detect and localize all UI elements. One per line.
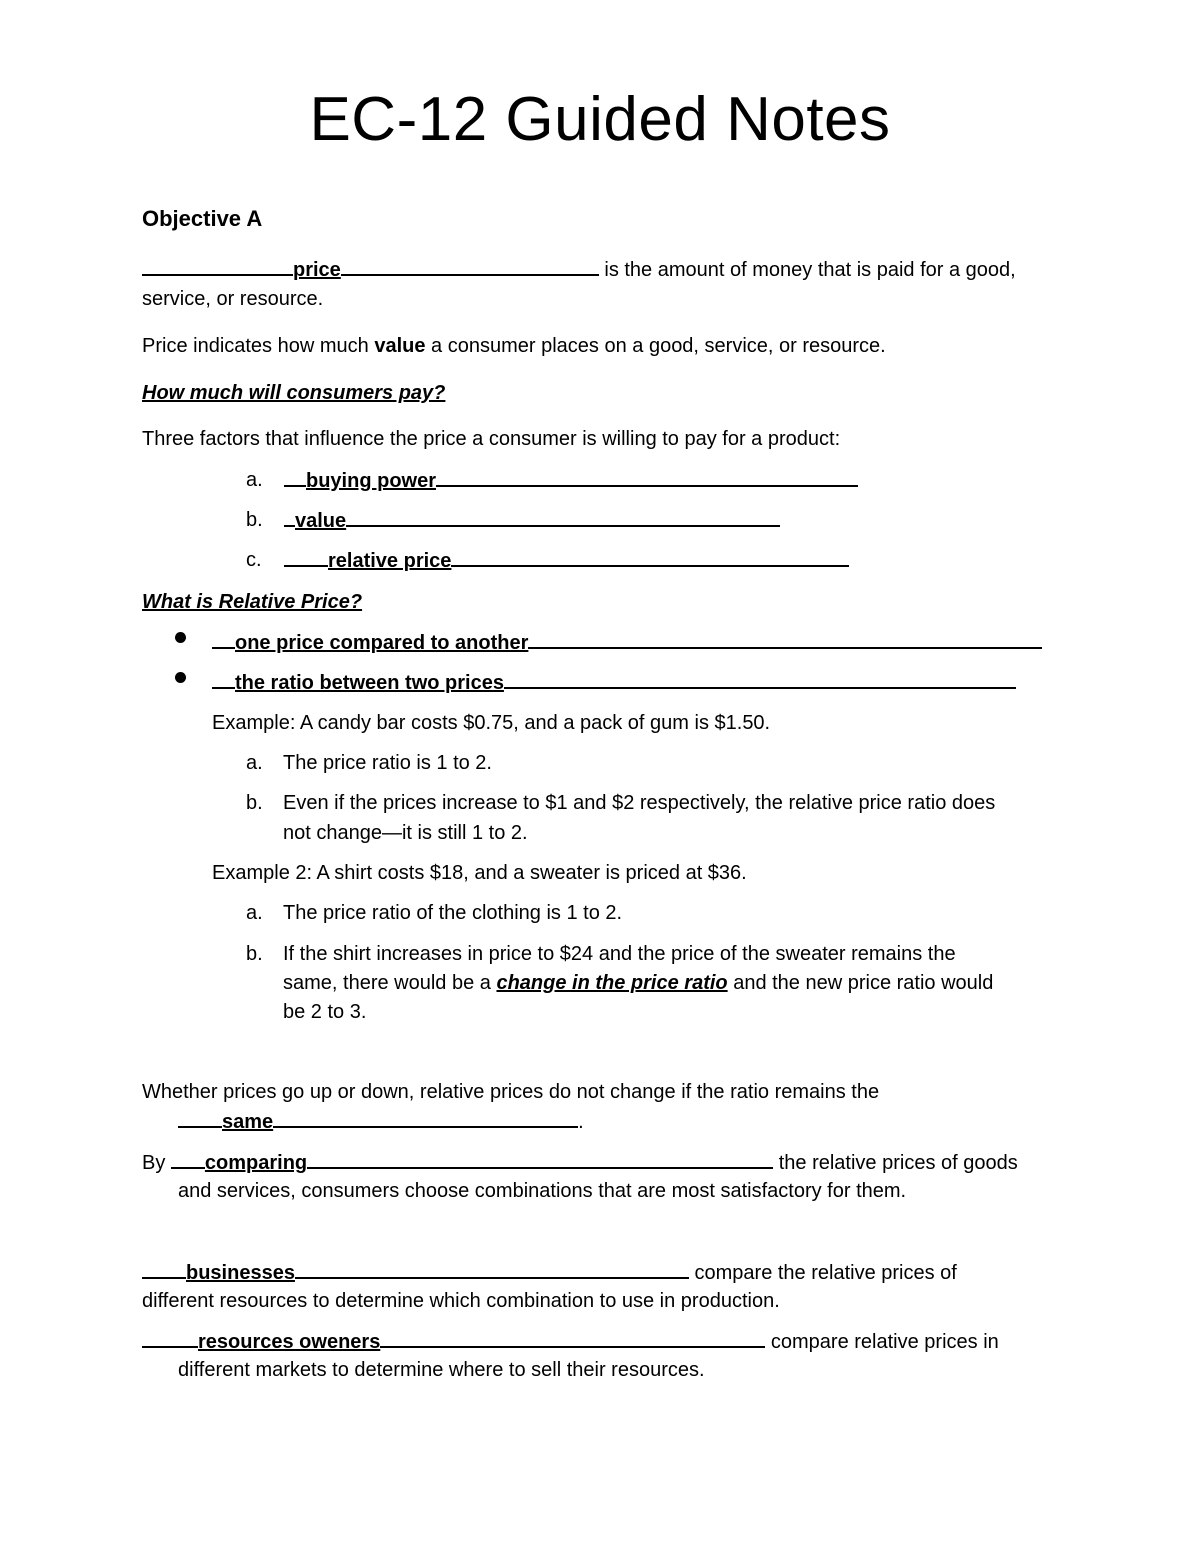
value-sentence — [142, 333, 886, 359]
businesses-after: compare the relative prices of — [688, 1262, 957, 1284]
comparing-before: By — [142, 1152, 171, 1174]
owners-sentence-line2: different markets to determine where to sell their resources. — [178, 1359, 705, 1381]
factor-marker-b: b. — [246, 509, 263, 531]
factor-a — [284, 467, 858, 494]
change-in-price-ratio: change in the price ratio — [496, 972, 728, 994]
example2-item-b-line3: be 2 to 3. — [283, 1001, 367, 1023]
answer-comparing: comparing — [204, 1152, 308, 1174]
example2-item-a: The price ratio of the clothing is 1 to 2. — [283, 902, 623, 924]
answer-blank-lead — [212, 629, 235, 649]
ratio-sentence-end: . — [578, 1111, 584, 1133]
relative-bullet-1 — [212, 629, 1042, 656]
price-definition-line2: service, or resource. — [142, 288, 324, 310]
answer-blank-trail — [273, 1108, 578, 1128]
answer-blank-lead — [178, 1108, 222, 1128]
answer-blank-lead — [212, 669, 235, 689]
example2-line2-before: same, there would be a — [283, 972, 497, 994]
factors-intro: Three factors that influence the price a consumer is willing to pay for a product: — [142, 428, 841, 450]
owners-sentence-line1 — [142, 1328, 999, 1355]
value-sentence-after: a consumer places on a good, service, or resource. — [425, 335, 886, 357]
bullet-icon — [175, 672, 186, 683]
example1-item-a: The price ratio is 1 to 2. — [283, 752, 492, 774]
answer-blank-trail — [380, 1328, 765, 1348]
factor-marker-a: a. — [246, 469, 263, 491]
relative-bullet-2 — [212, 669, 1016, 696]
price-definition-line1 — [142, 256, 1016, 283]
answer-ratio-between-prices: the ratio between two prices — [235, 672, 504, 694]
question-consumers-pay: How much will consumers pay? — [142, 382, 446, 404]
example2-marker-b: b. — [246, 943, 263, 965]
answer-blank-lead — [284, 547, 328, 567]
answer-blank-lead — [171, 1149, 205, 1169]
example2-item-b-line1: If the shirt increases in price to $24 and the price of the sweater remains the — [283, 943, 956, 965]
answer-blank-lead — [284, 507, 295, 527]
comparing-after: the relative prices of goods — [773, 1152, 1018, 1174]
example1-marker-a: a. — [246, 752, 263, 774]
answer-buying-power: buying power — [306, 470, 436, 492]
example1-item-b-line1: Even if the prices increase to $1 and $2 respectively, the relative price ratio does — [283, 792, 996, 814]
example2-marker-a: a. — [246, 902, 263, 924]
businesses-sentence-line1 — [142, 1259, 957, 1286]
answer-blank-lead — [142, 256, 293, 276]
objective-heading: Objective A — [142, 206, 263, 231]
answer-blank-trail — [346, 507, 780, 527]
example2-item-b-line2 — [283, 970, 993, 996]
example2-line2-after: and the new price ratio would — [727, 972, 994, 994]
answer-blank-lead — [142, 1328, 198, 1348]
question-relative-price: What is Relative Price? — [142, 591, 363, 613]
example1-intro: Example: A candy bar costs $0.75, and a pack of gum is $1.50. — [212, 712, 771, 734]
answer-blank-lead — [284, 467, 306, 487]
price-definition-text: is the amount of money that is paid for a good, — [598, 259, 1016, 281]
bullet-icon — [175, 632, 186, 643]
value-sentence-bold: value — [374, 335, 426, 357]
answer-blank-trail — [504, 669, 1016, 689]
example1-item-b-line2: not change—it is still 1 to 2. — [283, 822, 528, 844]
answer-businesses: businesses — [186, 1262, 295, 1284]
example2-intro: Example 2: A shirt costs $18, and a sweater is priced at $36. — [212, 862, 747, 884]
answer-blank-lead — [142, 1259, 186, 1279]
comparing-sentence-line2: and services, consumers choose combinations that are most satisfactory for them. — [178, 1180, 907, 1202]
answer-same: same — [222, 1111, 274, 1133]
factor-b — [284, 507, 780, 534]
example1-marker-b: b. — [246, 792, 263, 814]
answer-blank-trail — [307, 1149, 773, 1169]
answer-blank-trail — [295, 1259, 689, 1279]
comparing-sentence-line1 — [142, 1149, 1018, 1176]
factor-marker-c: c. — [246, 549, 262, 571]
answer-blank-trail — [341, 256, 599, 276]
answer-resources-owners: resources oweners — [198, 1331, 381, 1353]
answer-one-price-compared: one price compared to another — [235, 632, 529, 654]
value-sentence-before: Price indicates how much — [142, 335, 375, 357]
answer-price: price — [293, 259, 341, 281]
answer-value: value — [295, 510, 347, 532]
owners-after: compare relative prices in — [765, 1331, 999, 1353]
businesses-sentence-line2: different resources to determine which combination to use in production. — [142, 1290, 780, 1312]
answer-blank-trail — [528, 629, 1042, 649]
answer-relative-price: relative price — [328, 550, 452, 572]
answer-blank-trail — [436, 467, 858, 487]
factor-c — [284, 547, 849, 574]
page-title: EC-12 Guided Notes — [309, 85, 891, 154]
ratio-sentence-line2 — [178, 1108, 584, 1135]
answer-blank-trail — [451, 547, 849, 567]
ratio-sentence-line1: Whether prices go up or down, relative prices do not change if the ratio remains the — [142, 1081, 880, 1103]
